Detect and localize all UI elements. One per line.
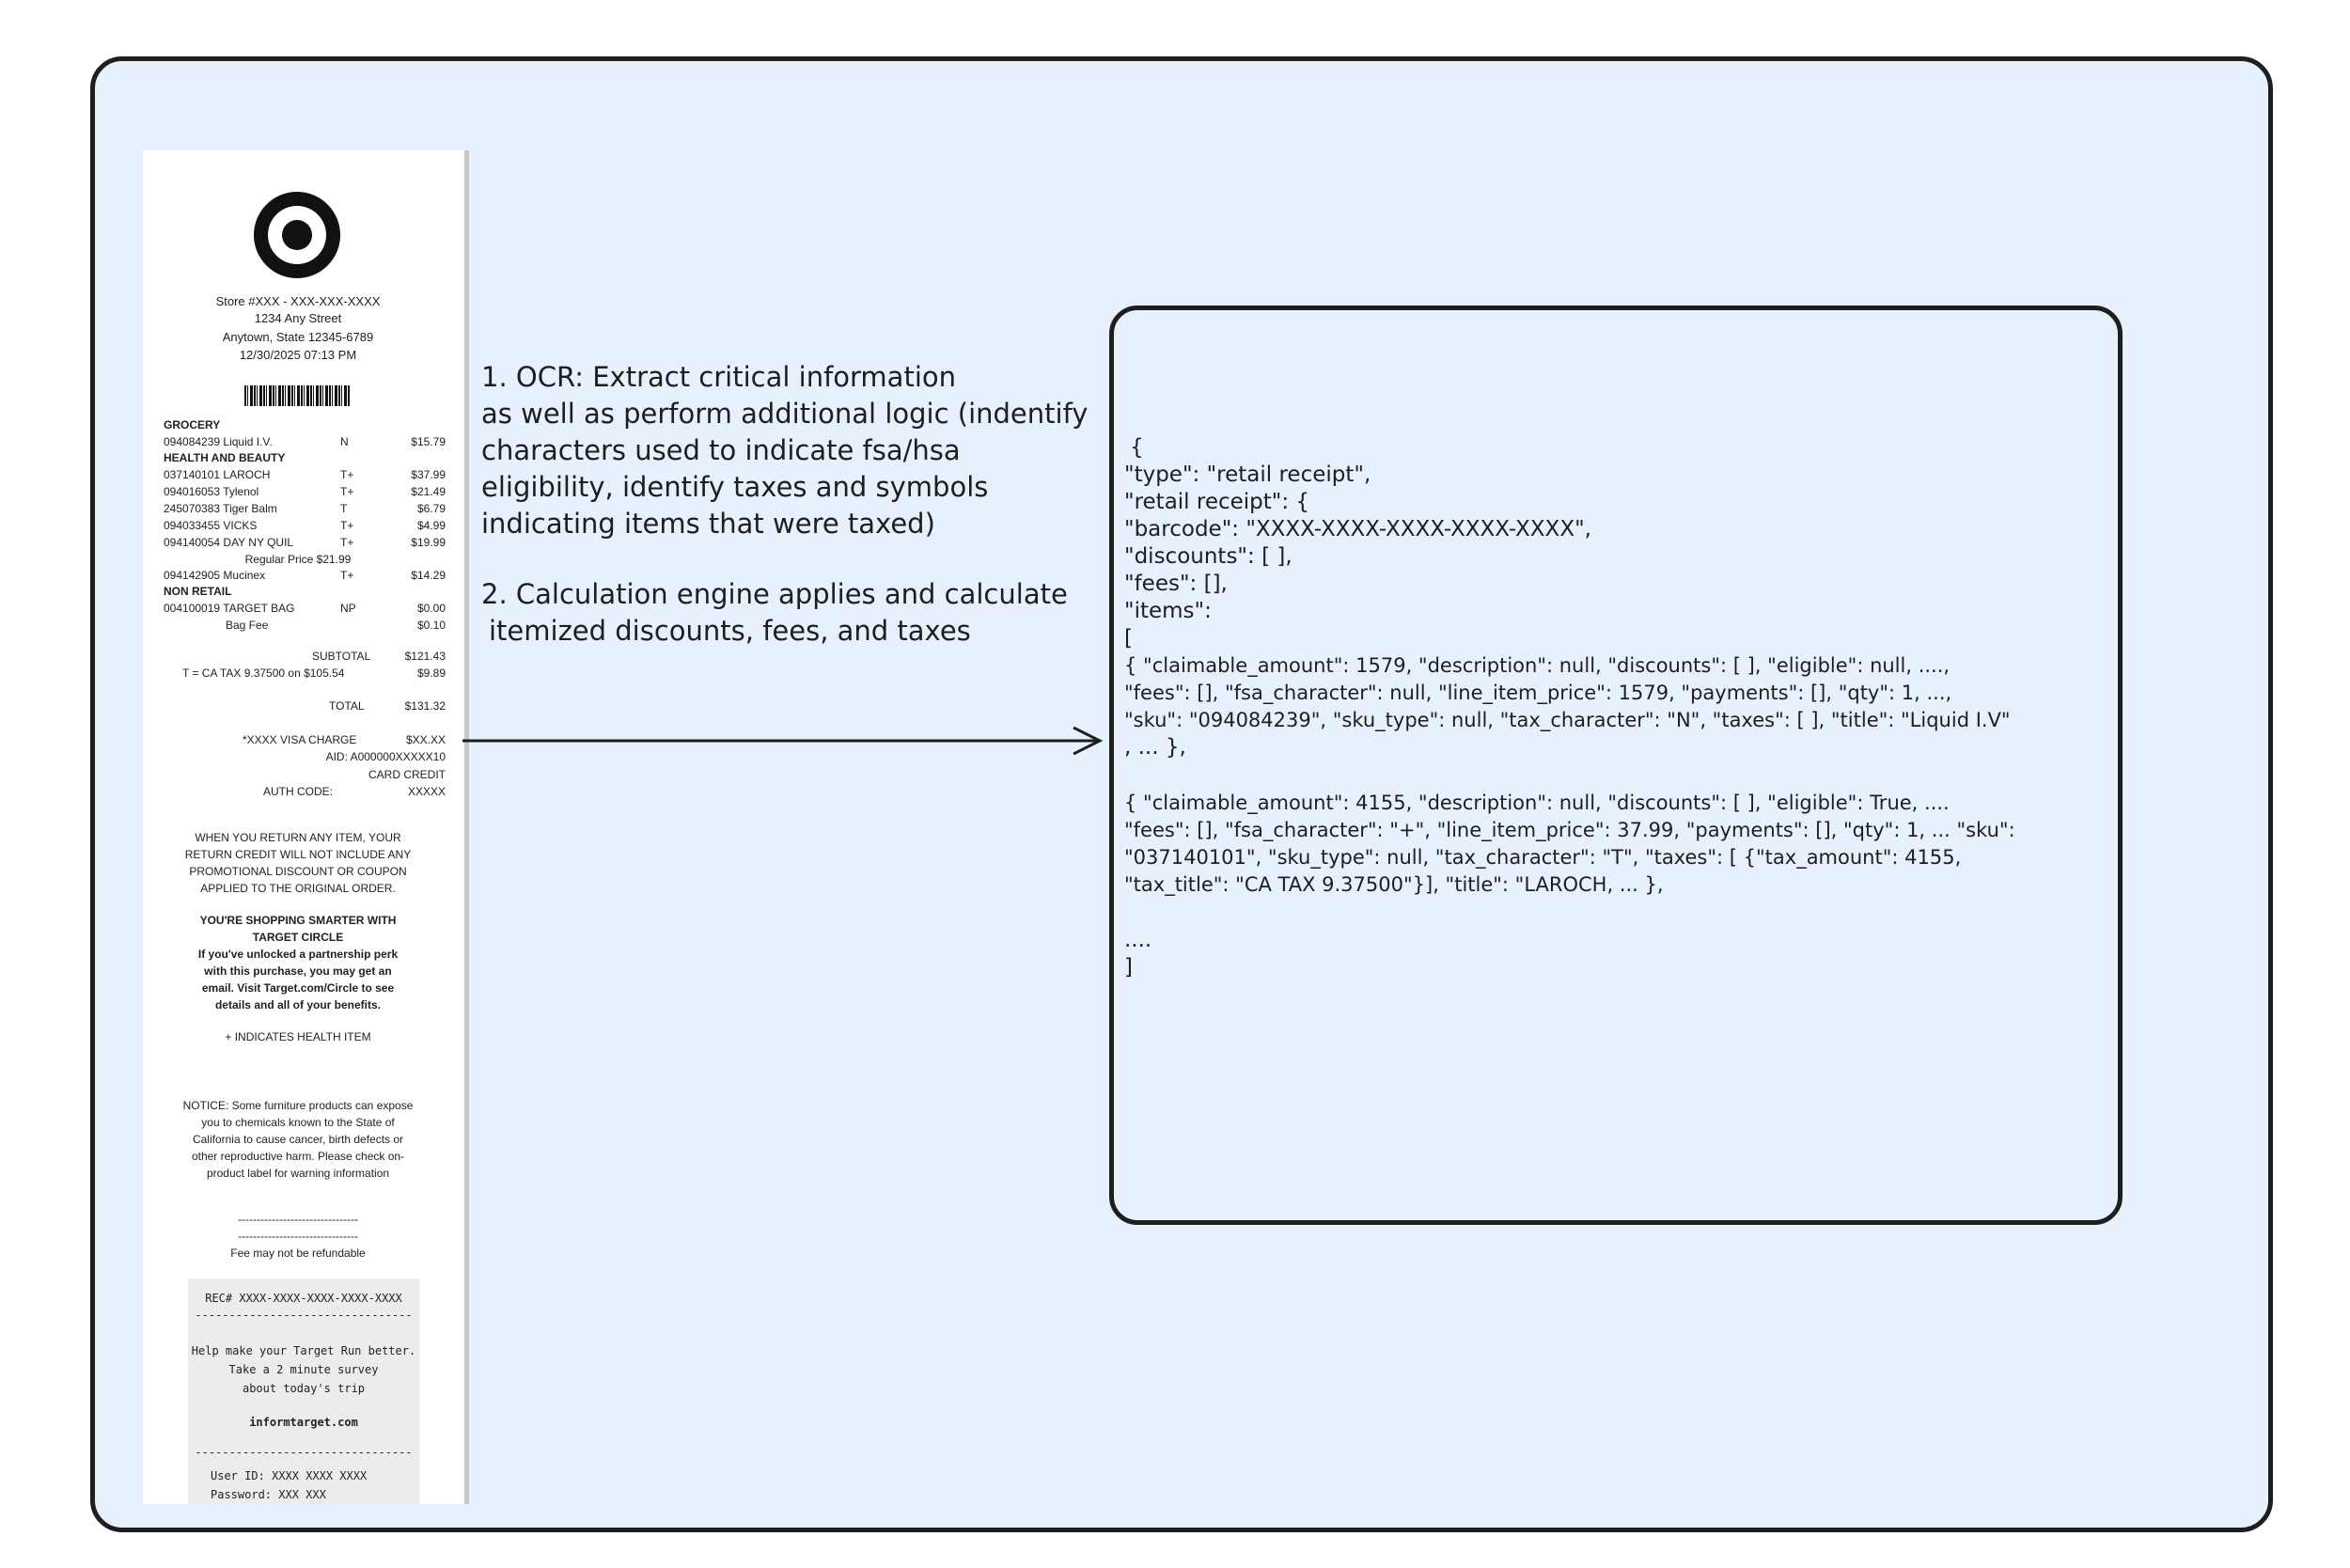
rec-number: REC# XXXX-XXXX-XXXX-XXXX-XXXX xyxy=(205,1292,402,1305)
json-line: "barcode": "XXXX-XXXX-XXXX-XXXX-XXXX", xyxy=(1124,517,1591,541)
visa-line: *XXXX VISA CHARGE $XX.XX xyxy=(243,733,446,746)
section-grocery: GROCERY xyxy=(164,418,221,431)
section-non-retail: NON RETAIL xyxy=(164,585,232,598)
survey-text: Take a 2 minute survey xyxy=(228,1363,379,1376)
receipt-datetime: 12/30/2025 07:13 PM xyxy=(239,348,357,362)
json-line: "fees": [], "fsa_character": null, "line_item_price": 1579, "payments": [], "qty": 1, ..., xyxy=(1124,682,1952,704)
subtotal-line: SUBTOTAL $121.43 xyxy=(312,650,446,663)
json-line: "fees": [], "fsa_character": "+", "line_item_price": 37.99, "payments": [], "qty": 1, ... "sku": xyxy=(1124,819,2015,841)
health-item-note: + INDICATES HEALTH ITEM xyxy=(225,1030,371,1043)
survey-slip xyxy=(188,1278,419,1504)
json-output-box xyxy=(1109,306,2123,1225)
receipt-line-item: 094016053 Tylenol T+ $21.49 xyxy=(164,485,446,498)
json-line: "retail receipt": { xyxy=(1124,490,1310,514)
dash-separator: -------------------------------- xyxy=(195,1446,413,1459)
json-line: "type": "retail receipt", xyxy=(1124,463,1371,487)
json-line: , ... }, xyxy=(1124,735,1186,760)
fee-note: Fee may not be refundable xyxy=(230,1247,366,1260)
password: Password: XXX XXX xyxy=(211,1488,326,1501)
receipt-line-item: 094084239 Liquid I.V. N $15.79 xyxy=(164,435,446,448)
json-line: ] xyxy=(1124,955,1133,980)
receipt-line-item: 094140054 DAY NY QUIL T+ $19.99 xyxy=(164,536,446,549)
auth-line: AUTH CODE: XXXXX xyxy=(263,785,446,798)
receipt-line-item: 094142905 Mucinex T+ $14.29 xyxy=(164,569,446,582)
card-credit-line: CARD CREDIT xyxy=(368,768,446,781)
survey-text: Help make your Target Run better. xyxy=(191,1344,416,1357)
json-line: "sku": "094084239", "sku_type": null, "tax_character": "N", "taxes": [ ], "title": "Liquid I.V" xyxy=(1124,709,2011,731)
receipt-barcode xyxy=(244,385,350,406)
survey-site: informtarget.com xyxy=(249,1416,358,1429)
json-line: .... xyxy=(1124,928,1152,952)
circle-body: If you've unlocked a partnership perk with this purchase, you may get an email. Visit Target.com/Circle to see details and all of your benefits. xyxy=(197,948,399,1011)
step1-note: 1. OCR: Extract critical information as well as perform additional logic (indentify characters used to indicate fsa/hsa eligibility, identify taxes and symbols indicating items that were taxed) xyxy=(481,361,1089,540)
user-id: User ID: XXXX XXXX XXXX xyxy=(211,1469,368,1482)
json-line: { xyxy=(1130,435,1144,460)
receipt-image xyxy=(143,150,469,1504)
furniture-notice: NOTICE: Some furniture products can expose you to chemicals known to the State of California to cause cancer, birth defects or other reproductive harm. Please check on- product label for warning information xyxy=(182,1099,414,1180)
receipt-line-item: 094033455 VICKS T+ $4.99 xyxy=(164,519,446,532)
aid-line: AID: A000000XXXXX10 xyxy=(325,750,446,763)
dash-separator: -------------------------------- xyxy=(238,1230,358,1243)
store-city: Anytown, State 12345-6789 xyxy=(222,330,374,344)
step2-note: 2. Calculation engine applies and calculate itemized discounts, fees, and taxes xyxy=(481,578,1068,647)
json-line: "items": xyxy=(1124,599,1212,623)
survey-text: about today's trip xyxy=(242,1382,366,1395)
total-line: TOTAL $131.32 xyxy=(329,699,446,713)
return-policy: WHEN YOU RETURN ANY ITEM, YOUR RETURN CREDIT WILL NOT INCLUDE ANY PROMOTIONAL DISCOUNT OR COUPON APPLIED TO THE ORIGINAL ORDER. xyxy=(184,831,412,895)
store-street: 1234 Any Street xyxy=(254,311,342,325)
target-logo-icon xyxy=(254,192,340,278)
dash-separator: -------------------------------- xyxy=(238,1213,358,1226)
json-line: { "claimable_amount": 1579, "description": null, "discounts": [ ], "eligible": null, ...., xyxy=(1124,654,1950,677)
receipt-line-item: 037140101 LAROCH T+ $37.99 xyxy=(164,468,446,481)
dash-separator: -------------------------------- xyxy=(195,1309,413,1322)
json-line: { "claimable_amount": 4155, "description": null, "discounts": [ ], "eligible": True, .... xyxy=(1124,792,1950,814)
circle-title: YOU'RE SHOPPING SMARTER WITH TARGET CIRCLE xyxy=(199,914,397,944)
section-health-beauty: HEALTH AND BEAUTY xyxy=(164,451,286,464)
receipt-line-item: 245070383 Tiger Balm T $6.79 xyxy=(164,502,446,515)
json-line: "037140101", "sku_type": null, "tax_character": "T", "taxes": [ {"tax_amount": 4155, xyxy=(1124,846,1962,869)
receipt-line-item: 004100019 TARGET BAG NP $0.00 xyxy=(164,602,446,615)
json-line: "tax_title": "CA TAX 9.37500"}], "title": "LAROCH, ... }, xyxy=(1124,873,1664,896)
tax-line: T = CA TAX 9.37500 on $105.54 $9.89 xyxy=(182,666,446,680)
store-number: Store #XXX - XXX-XXX-XXXX xyxy=(215,294,381,308)
json-line: [ xyxy=(1124,626,1133,651)
regular-price-note: Regular Price $21.99 xyxy=(244,553,352,566)
json-line: "fees": [], xyxy=(1124,572,1228,596)
bag-fee-line: Bag Fee $0.10 xyxy=(226,619,446,632)
json-line: "discounts": [ ], xyxy=(1124,544,1292,569)
